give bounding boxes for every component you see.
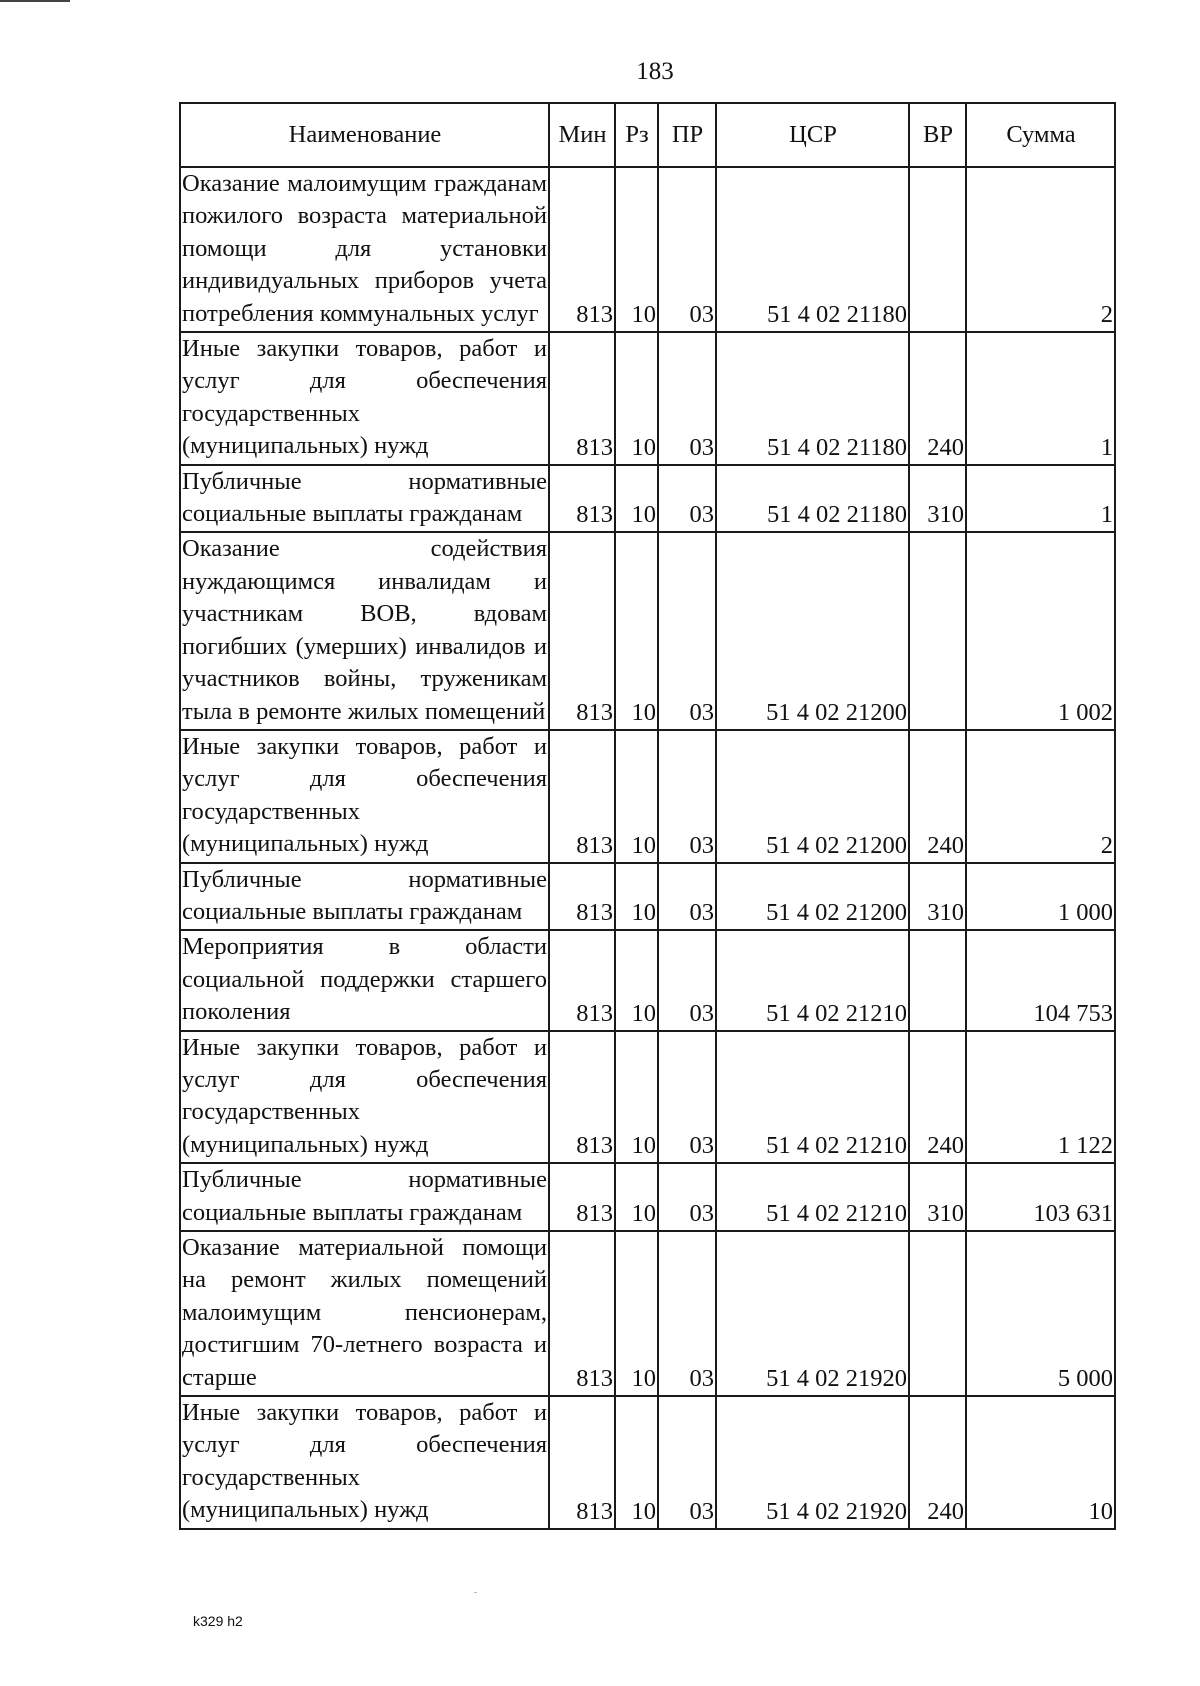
cell-sum: 5 000	[966, 1231, 1115, 1396]
cell-csr: 51 4 02 21180	[716, 465, 909, 533]
cell-name: Публичные нормативные социальные выплаты гражданам	[180, 1163, 549, 1231]
cell-vr: 240	[909, 730, 966, 863]
cell-pr: 03	[658, 1231, 716, 1396]
scan-dot	[474, 1592, 477, 1593]
cell-rz: 10	[615, 1031, 658, 1164]
cell-vr: 240	[909, 1396, 966, 1529]
cell-min: 813	[549, 1031, 615, 1164]
cell-sum: 2	[966, 167, 1115, 332]
cell-rz: 10	[615, 465, 658, 533]
cell-pr: 03	[658, 1396, 716, 1529]
header-sum: Сумма	[966, 103, 1115, 167]
cell-name: Иные закупки товаров, работ и услуг для обеспечения государственных (муниципальных) нужд	[180, 332, 549, 465]
cell-sum: 1 000	[966, 863, 1115, 931]
header-vr: ВР	[909, 103, 966, 167]
cell-sum: 104 753	[966, 930, 1115, 1030]
cell-min: 813	[549, 167, 615, 332]
cell-min: 813	[549, 863, 615, 931]
cell-csr: 51 4 02 21210	[716, 1163, 909, 1231]
cell-name: Публичные нормативные социальные выплаты гражданам	[180, 465, 549, 533]
cell-name: Иные закупки товаров, работ и услуг для обеспечения государственных (муниципальных) нужд	[180, 1031, 549, 1164]
cell-rz: 10	[615, 1396, 658, 1529]
cell-pr: 03	[658, 1031, 716, 1164]
cell-rz: 10	[615, 930, 658, 1030]
cell-csr: 51 4 02 21200	[716, 730, 909, 863]
cell-vr: 240	[909, 332, 966, 465]
cell-name: Публичные нормативные социальные выплаты гражданам	[180, 863, 549, 931]
cell-pr: 03	[658, 930, 716, 1030]
cell-vr: 310	[909, 1163, 966, 1231]
cell-vr	[909, 167, 966, 332]
cell-csr: 51 4 02 21210	[716, 1031, 909, 1164]
cell-csr: 51 4 02 21920	[716, 1231, 909, 1396]
header-pr: ПР	[658, 103, 716, 167]
cell-name: Оказание материальной помощи на ремонт жилых помещений малоимущим пенсионерам, достигшим 70-летнего возраста и старше	[180, 1231, 549, 1396]
cell-min: 813	[549, 730, 615, 863]
cell-pr: 03	[658, 167, 716, 332]
header-name: Наименование	[180, 103, 549, 167]
cell-rz: 10	[615, 1231, 658, 1396]
cell-min: 813	[549, 1396, 615, 1529]
cell-csr: 51 4 02 21180	[716, 167, 909, 332]
cell-rz: 10	[615, 730, 658, 863]
cell-pr: 03	[658, 1163, 716, 1231]
cell-min: 813	[549, 532, 615, 729]
header-csr: ЦСР	[716, 103, 909, 167]
cell-rz: 10	[615, 532, 658, 729]
cell-vr	[909, 930, 966, 1030]
page-number: 183	[636, 58, 674, 85]
table-row	[180, 1231, 1115, 1396]
cell-sum: 10	[966, 1396, 1115, 1529]
corner-mark	[0, 0, 70, 2]
cell-name: Иные закупки товаров, работ и услуг для обеспечения государственных (муниципальных) нужд	[180, 730, 549, 863]
cell-pr: 03	[658, 730, 716, 863]
cell-vr	[909, 1231, 966, 1396]
cell-pr: 03	[658, 332, 716, 465]
table-row	[180, 863, 1115, 931]
header-rz: Рз	[615, 103, 658, 167]
table-row	[180, 930, 1115, 1030]
table-row	[180, 1163, 1115, 1231]
cell-csr: 51 4 02 21200	[716, 863, 909, 931]
cell-sum: 2	[966, 730, 1115, 863]
header-min: Мин	[549, 103, 615, 167]
cell-rz: 10	[615, 332, 658, 465]
table-row	[180, 730, 1115, 863]
header-row	[180, 103, 1115, 167]
table-row	[180, 532, 1115, 729]
cell-vr: 240	[909, 1031, 966, 1164]
cell-rz: 10	[615, 1163, 658, 1231]
table-row	[180, 332, 1115, 465]
cell-name: Оказание малоимущим гражданам пожилого возраста материальной помощи для установки индивидуальных приборов учета потребления коммунальных услуг	[180, 167, 549, 332]
cell-vr: 310	[909, 465, 966, 533]
cell-min: 813	[549, 332, 615, 465]
cell-csr: 51 4 02 21920	[716, 1396, 909, 1529]
table-row	[180, 1031, 1115, 1164]
cell-pr: 03	[658, 532, 716, 729]
budget-table	[179, 102, 1116, 1530]
cell-pr: 03	[658, 863, 716, 931]
table-row	[180, 1396, 1115, 1529]
cell-min: 813	[549, 1231, 615, 1396]
cell-min: 813	[549, 930, 615, 1030]
cell-vr: 310	[909, 863, 966, 931]
cell-vr	[909, 532, 966, 729]
footer-code: k329 h2	[193, 1613, 243, 1629]
cell-name: Мероприятия в области социальной поддержки старшего поколения	[180, 930, 549, 1030]
cell-csr: 51 4 02 21180	[716, 332, 909, 465]
cell-rz: 10	[615, 167, 658, 332]
cell-sum: 103 631	[966, 1163, 1115, 1231]
table-row	[180, 167, 1115, 332]
cell-sum: 1	[966, 465, 1115, 533]
cell-min: 813	[549, 1163, 615, 1231]
cell-min: 813	[549, 465, 615, 533]
cell-pr: 03	[658, 465, 716, 533]
cell-rz: 10	[615, 863, 658, 931]
cell-csr: 51 4 02 21210	[716, 930, 909, 1030]
cell-name: Иные закупки товаров, работ и услуг для обеспечения государственных (муниципальных) нужд	[180, 1396, 549, 1529]
cell-sum: 1 122	[966, 1031, 1115, 1164]
cell-csr: 51 4 02 21200	[716, 532, 909, 729]
table-row	[180, 465, 1115, 533]
cell-name: Оказание содействия нуждающимся инвалидам и участникам ВОВ, вдовам погибших (умерших) инвалидов и участников войны, труженикам тыла в ремонте жилых помещений	[180, 532, 549, 729]
cell-sum: 1 002	[966, 532, 1115, 729]
cell-sum: 1	[966, 332, 1115, 465]
